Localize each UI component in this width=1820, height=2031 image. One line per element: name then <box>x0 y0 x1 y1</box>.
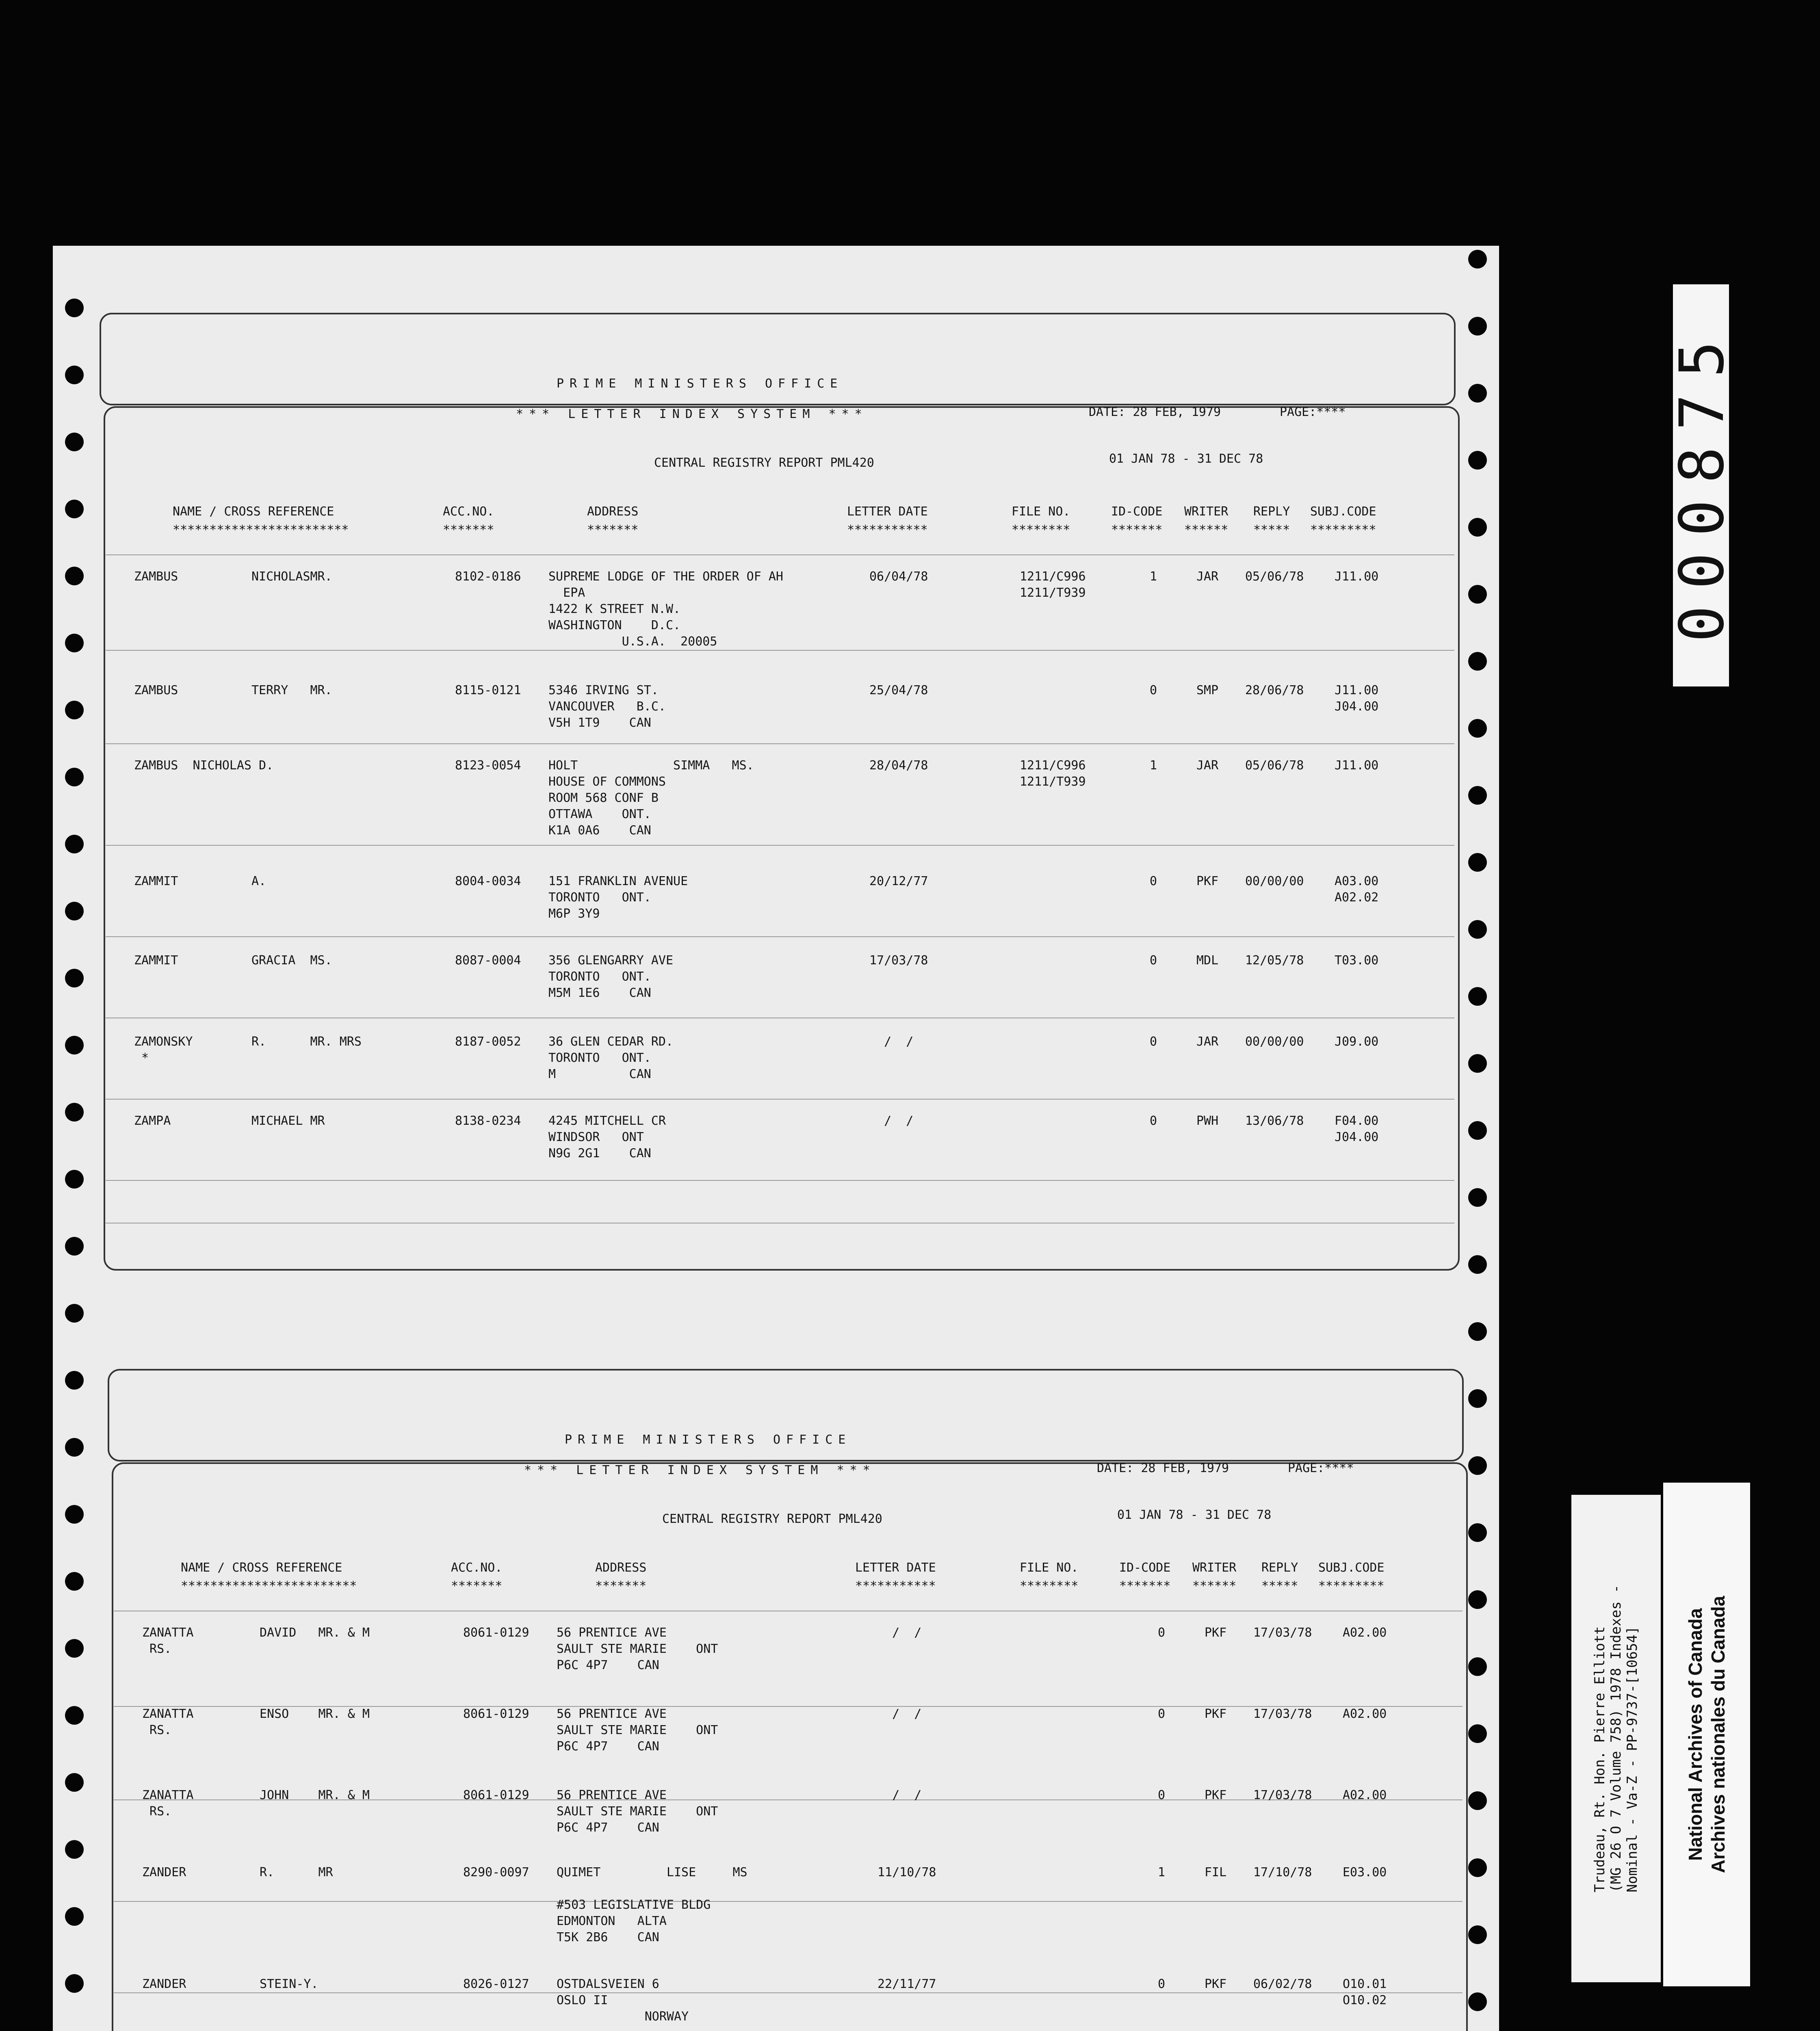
feed-hole-right <box>1468 518 1487 537</box>
report-name: CENTRAL REGISTRY REPORT PML420 <box>662 1512 882 1526</box>
record-id-code: 1 <box>1158 1865 1166 1879</box>
feed-hole-left <box>65 1840 84 1859</box>
record-subj-code: J11.00 <box>1335 569 1379 584</box>
record-writer: MDL <box>1196 953 1219 968</box>
feed-hole-right <box>1468 317 1487 336</box>
record-letter-date: 06/04/78 <box>869 569 928 584</box>
record-id-code: 1 <box>1150 569 1157 584</box>
record-id-code: 0 <box>1158 1707 1166 1721</box>
record-name: ZAMBUS TERRY MR. <box>134 683 332 697</box>
feed-hole-right <box>1468 1657 1487 1676</box>
feed-hole-left <box>65 1237 84 1256</box>
column-header-subj: SUBJ.CODE <box>1318 1561 1384 1575</box>
office-title: PRIME MINISTERS OFFICE <box>565 1433 852 1447</box>
column-underline-subj: ********* <box>1310 523 1376 537</box>
column-header-file: FILE NO. <box>1020 1561 1079 1575</box>
feed-hole-left <box>65 1304 84 1323</box>
archive-reference-line-2: (MG 26 O 7 Volume 758) 1978 Indexes - <box>1608 1585 1624 1892</box>
record-writer: JAR <box>1196 758 1219 773</box>
record-address: 151 FRANKLIN AVENUE TORONTO ONT. M6P 3Y9 <box>548 874 688 921</box>
column-underline-subj: ********* <box>1318 1579 1384 1593</box>
record-reply: 17/03/78 <box>1253 1707 1312 1721</box>
record-address: 56 PRENTICE AVE SAULT STE MARIE ONT P6C 4P7 CAN <box>557 1626 718 1672</box>
record-subj-code: J11.00 <box>1335 758 1379 773</box>
record-letter-date: 28/04/78 <box>869 758 928 773</box>
record-writer: JAR <box>1196 1035 1219 1049</box>
feed-hole-right <box>1468 786 1487 805</box>
record-id-code: 0 <box>1150 683 1157 697</box>
record-name: ZANATTA ENSO MR. & M RS. <box>142 1707 370 1737</box>
record-subj-code: F04.00 J04.00 <box>1335 1114 1379 1144</box>
report-range: 01 JAN 78 - 31 DEC 78 <box>1117 1508 1272 1522</box>
record-writer: PKF <box>1205 1977 1227 1991</box>
record-address: QUIMET LISE MS #503 LEGISLATIVE BLDG EDMONTON ALTA T5K 2B6 CAN <box>557 1865 748 1944</box>
record-letter-date: / / <box>869 1114 914 1128</box>
feed-hole-right <box>1468 1791 1487 1810</box>
feed-hole-left <box>65 299 84 317</box>
feed-hole-right <box>1468 1255 1487 1274</box>
record-name: ZANDER STEIN-Y. <box>142 1977 318 1991</box>
feed-hole-left <box>65 366 84 384</box>
column-underline-name: ************************ <box>181 1579 357 1593</box>
record-address: 36 GLEN CEDAR RD. TORONTO ONT. M CAN <box>548 1035 674 1081</box>
record-letter-date: 22/11/77 <box>878 1977 936 1991</box>
column-header-acc: ACC.NO. <box>451 1561 503 1575</box>
record-id-code: 0 <box>1150 874 1157 888</box>
column-underline-writer: ****** <box>1184 523 1228 537</box>
page-body-frame <box>112 1462 1468 2031</box>
row-separator <box>106 845 1454 846</box>
row-separator <box>106 1180 1454 1181</box>
record-address: 56 PRENTICE AVE SAULT STE MARIE ONT P6C 4P7 CAN <box>557 1707 718 1754</box>
record-file-no: 1211/C996 1211/T939 <box>1020 569 1086 600</box>
feed-hole-right <box>1468 853 1487 872</box>
feed-hole-right <box>1468 1858 1487 1877</box>
row-separator <box>106 650 1454 651</box>
report-date: DATE: 28 FEB, 1979 <box>1097 1461 1229 1475</box>
feed-hole-left <box>65 567 84 585</box>
record-name: ZANDER R. MR <box>142 1865 333 1879</box>
record-address: 4245 MITCHELL CR WINDSOR ONT N9G 2G1 CAN <box>548 1114 666 1161</box>
record-reply: 12/05/78 <box>1245 953 1304 968</box>
feed-hole-right <box>1468 987 1487 1006</box>
record-name: ZANATTA JOHN MR. & M RS. <box>142 1788 370 1819</box>
feed-hole-left <box>65 768 84 786</box>
record-reply: 28/06/78 <box>1245 683 1304 697</box>
office-title: PRIME MINISTERS OFFICE <box>557 377 843 391</box>
feed-hole-left <box>65 1706 84 1725</box>
column-underline-letter-date: *********** <box>847 523 928 537</box>
record-id-code: 0 <box>1150 953 1157 968</box>
column-header-address: ADDRESS <box>587 505 639 519</box>
report-range: 01 JAN 78 - 31 DEC 78 <box>1109 452 1263 466</box>
record-id-code: 0 <box>1150 1114 1157 1128</box>
record-name: ZAMONSKY R. MR. MRS * <box>134 1035 362 1065</box>
feed-hole-left <box>65 1773 84 1792</box>
feed-hole-right <box>1468 1121 1487 1140</box>
column-header-id: ID-CODE <box>1119 1561 1171 1575</box>
feed-hole-right <box>1468 1992 1487 2011</box>
record-subj-code: T03.00 <box>1335 953 1379 968</box>
feed-hole-left <box>65 1371 84 1390</box>
report-name: CENTRAL REGISTRY REPORT PML420 <box>654 456 874 470</box>
feed-hole-left <box>65 969 84 987</box>
record-file-no: 1211/C996 1211/T939 <box>1020 758 1086 789</box>
feed-hole-left <box>65 433 84 451</box>
archive-reference-line-3: Nominal - Va-Z - PP-9737-[10654] <box>1624 1626 1640 1892</box>
record-letter-date: 17/03/78 <box>869 953 928 968</box>
record-subj-code: A02.00 <box>1343 1626 1387 1640</box>
report-page: PAGE:**** <box>1280 405 1346 419</box>
record-reply: 05/06/78 <box>1245 758 1304 773</box>
archive-name-en: National Archives of Canada <box>1685 1608 1706 1861</box>
record-letter-date: 25/04/78 <box>869 683 928 697</box>
record-reply: 17/03/78 <box>1253 1788 1312 1802</box>
record-acc-no: 8087-0004 <box>455 953 521 968</box>
record-name: ZAMMIT GRACIA MS. <box>134 953 332 968</box>
row-separator <box>106 1099 1454 1100</box>
feed-hole-right <box>1468 652 1487 671</box>
record-writer: PKF <box>1205 1626 1227 1640</box>
record-name: ZAMMIT A. <box>134 874 266 888</box>
feed-hole-left <box>65 1036 84 1054</box>
feed-hole-right <box>1468 250 1487 268</box>
column-header-writer: WRITER <box>1184 505 1228 519</box>
column-underline-file: ******** <box>1020 1579 1079 1593</box>
report-date: DATE: 28 FEB, 1979 <box>1089 405 1221 419</box>
archive-reference-line-1: Trudeau, Rt. Hon. Pierre Elliott <box>1592 1626 1608 1892</box>
record-subj-code: J11.00 J04.00 <box>1335 683 1379 714</box>
record-writer: PKF <box>1205 1788 1227 1802</box>
record-letter-date: / / <box>878 1707 922 1721</box>
record-writer: PKF <box>1196 874 1219 888</box>
column-underline-reply: ***** <box>1261 1579 1298 1593</box>
column-underline-name: ************************ <box>173 523 349 537</box>
record-letter-date: 20/12/77 <box>869 874 928 888</box>
column-header-letter-date: LETTER DATE <box>855 1561 936 1575</box>
record-letter-date: / / <box>878 1626 922 1640</box>
feed-hole-left <box>65 902 84 920</box>
record-subj-code: A03.00 A02.02 <box>1335 874 1379 905</box>
record-letter-date: 11/10/78 <box>878 1865 936 1879</box>
report-page: PAGE:**** <box>1288 1461 1354 1475</box>
column-underline-id: ******* <box>1111 523 1163 537</box>
record-subj-code: A02.00 <box>1343 1707 1387 1721</box>
feed-hole-right <box>1468 1322 1487 1341</box>
column-header-letter-date: LETTER DATE <box>847 505 928 519</box>
record-acc-no: 8061-0129 <box>463 1707 529 1721</box>
record-writer: PKF <box>1205 1707 1227 1721</box>
row-separator <box>106 743 1454 744</box>
record-name: ZAMBUS NICHOLAS D. <box>134 758 274 773</box>
feed-hole-left <box>65 1639 84 1658</box>
column-underline-acc: ******* <box>451 1579 503 1593</box>
record-reply: 06/02/78 <box>1253 1977 1312 1991</box>
record-subj-code: E03.00 <box>1343 1865 1387 1879</box>
feed-hole-left <box>65 1572 84 1591</box>
feed-hole-right <box>1468 1925 1487 1944</box>
row-separator <box>106 936 1454 937</box>
record-id-code: 0 <box>1158 1977 1166 1991</box>
record-reply: 17/03/78 <box>1253 1626 1312 1640</box>
column-header-id: ID-CODE <box>1111 505 1163 519</box>
column-header-file: FILE NO. <box>1012 505 1070 519</box>
column-header-name: NAME / CROSS REFERENCE <box>173 505 334 519</box>
feed-hole-left <box>65 634 84 652</box>
record-reply: 00/00/00 <box>1245 1035 1304 1049</box>
record-acc-no: 8026-0127 <box>463 1977 529 1991</box>
record-reply: 00/00/00 <box>1245 874 1304 888</box>
record-letter-date: / / <box>878 1788 922 1802</box>
column-underline-writer: ****** <box>1192 1579 1237 1593</box>
record-writer: JAR <box>1196 569 1219 584</box>
record-writer: SMP <box>1196 683 1219 697</box>
column-header-name: NAME / CROSS REFERENCE <box>181 1561 342 1575</box>
row-separator <box>106 554 1454 555</box>
feed-hole-right <box>1468 1523 1487 1542</box>
record-name: ZAMPA MICHAEL MR <box>134 1114 325 1128</box>
record-acc-no: 8115-0121 <box>455 683 521 697</box>
record-subj-code: A02.00 <box>1343 1788 1387 1802</box>
column-underline-id: ******* <box>1119 1579 1171 1593</box>
column-underline-address: ******* <box>587 523 639 537</box>
printout-sheet <box>53 246 1499 2031</box>
row-separator <box>114 1901 1462 1902</box>
feed-hole-left <box>65 1170 84 1189</box>
system-title: *** LETTER INDEX SYSTEM *** <box>516 407 868 421</box>
record-id-code: 1 <box>1150 758 1157 773</box>
feed-hole-left <box>65 1974 84 1993</box>
column-underline-address: ******* <box>595 1579 647 1593</box>
row-separator <box>114 1992 1462 1993</box>
record-id-code: 0 <box>1150 1035 1157 1049</box>
feed-hole-left <box>65 500 84 518</box>
archive-name-text <box>1684 1596 1729 1873</box>
record-reply: 17/10/78 <box>1253 1865 1312 1879</box>
record-subj-code: O10.01 O10.02 <box>1343 1977 1387 2007</box>
feed-hole-right <box>1468 585 1487 604</box>
record-letter-date: / / <box>869 1035 914 1049</box>
column-header-subj: SUBJ.CODE <box>1310 505 1376 519</box>
record-acc-no: 8102-0186 <box>455 569 521 584</box>
record-acc-no: 8187-0052 <box>455 1035 521 1049</box>
record-id-code: 0 <box>1158 1788 1166 1802</box>
archive-reference-text <box>1592 1585 1640 1892</box>
record-acc-no: 8290-0097 <box>463 1865 529 1879</box>
feed-hole-right <box>1468 920 1487 939</box>
column-header-address: ADDRESS <box>595 1561 647 1575</box>
feed-hole-right <box>1468 1456 1487 1475</box>
record-acc-no: 8138-0234 <box>455 1114 521 1128</box>
column-underline-acc: ******* <box>443 523 494 537</box>
record-acc-no: 8004-0034 <box>455 874 521 888</box>
feed-hole-right <box>1468 1054 1487 1073</box>
record-address: SUPREME LODGE OF THE ORDER OF AH EPA 1422 K STREET N.W. WASHINGTON D.C. U.S.A. 20005 <box>548 569 783 649</box>
feed-hole-right <box>1468 1188 1487 1207</box>
feed-hole-right <box>1468 384 1487 403</box>
record-address: OSTDALSVEIEN 6 OSLO II NORWAY <box>557 1977 689 2024</box>
column-header-acc: ACC.NO. <box>443 505 494 519</box>
record-acc-no: 8123-0054 <box>455 758 521 773</box>
feed-hole-right <box>1468 1590 1487 1609</box>
page-number-stamp-text: 000875 <box>1667 325 1738 642</box>
feed-hole-left <box>65 835 84 853</box>
system-title: *** LETTER INDEX SYSTEM *** <box>524 1463 876 1477</box>
record-writer: PWH <box>1196 1114 1219 1128</box>
feed-hole-left <box>65 1438 84 1457</box>
record-address: 356 GLENGARRY AVE TORONTO ONT. M5M 1E6 CAN <box>548 953 674 1000</box>
feed-hole-right <box>1468 719 1487 738</box>
column-header-reply: REPLY <box>1253 505 1290 519</box>
record-acc-no: 8061-0129 <box>463 1626 529 1640</box>
feed-hole-left <box>65 1907 84 1926</box>
record-address: 5346 IRVING ST. VANCOUVER B.C. V5H 1T9 CAN <box>548 683 666 730</box>
feed-hole-left <box>65 1505 84 1524</box>
record-id-code: 0 <box>1158 1626 1166 1640</box>
feed-hole-right <box>1468 1724 1487 1743</box>
record-name: ZANATTA DAVID MR. & M RS. <box>142 1626 370 1656</box>
record-reply: 05/06/78 <box>1245 569 1304 584</box>
record-address: HOLT SIMMA MS. HOUSE OF COMMONS ROOM 568 CONF B OTTAWA ONT. K1A 0A6 CAN <box>548 758 754 838</box>
archive-name-fr: Archives nationales du Canada <box>1707 1596 1729 1873</box>
record-acc-no: 8061-0129 <box>463 1788 529 1802</box>
record-address: 56 PRENTICE AVE SAULT STE MARIE ONT P6C 4P7 CAN <box>557 1788 718 1835</box>
column-underline-letter-date: *********** <box>855 1579 936 1593</box>
column-underline-file: ******** <box>1012 523 1070 537</box>
record-reply: 13/06/78 <box>1245 1114 1304 1128</box>
record-name: ZAMBUS NICHOLASMR. <box>134 569 332 584</box>
feed-hole-right <box>1468 1389 1487 1408</box>
record-subj-code: J09.00 <box>1335 1035 1379 1049</box>
column-header-writer: WRITER <box>1192 1561 1237 1575</box>
column-header-reply: REPLY <box>1261 1561 1298 1575</box>
feed-hole-right <box>1468 451 1487 470</box>
record-writer: FIL <box>1205 1865 1227 1879</box>
feed-hole-left <box>65 701 84 719</box>
column-underline-reply: ***** <box>1253 523 1290 537</box>
feed-hole-left <box>65 1103 84 1122</box>
